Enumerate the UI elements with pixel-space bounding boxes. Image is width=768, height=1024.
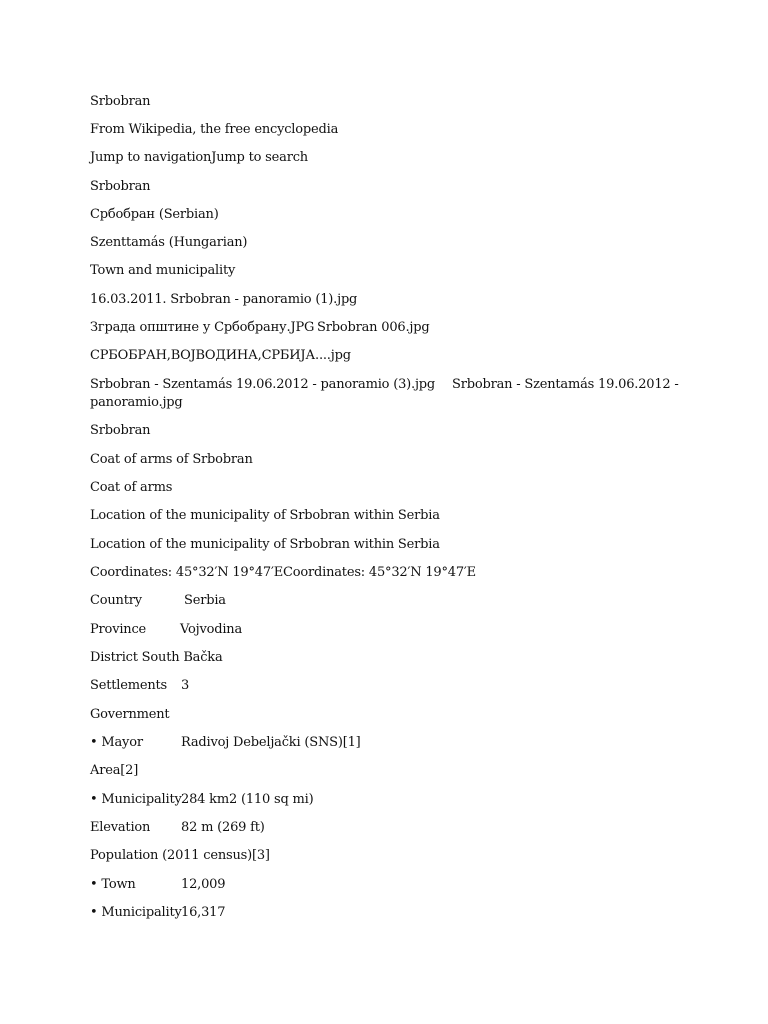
image-caption-4a[interactable]: Srbobran - Szentamás 19.06.2012 - panoramio (3).jpg — [90, 377, 436, 392]
coat-of-arms-label[interactable]: Coat of arms — [90, 480, 173, 495]
municipality-population-value: 16,317 — [181, 905, 226, 920]
image-caption-2b[interactable]: Srbobran 006.jpg — [317, 320, 430, 335]
area-municipality-value: 284 km2 (110 sq mi) — [181, 792, 314, 807]
town-population-value: 12,009 — [181, 877, 226, 892]
place-name: Srbobran — [90, 179, 151, 194]
image-caption-2a[interactable]: Зграда општине у Србобрану.JPG — [90, 320, 315, 335]
mayor-label: • Mayor — [90, 735, 143, 750]
population-label: Population (2011 census)[3] — [90, 848, 270, 863]
town-population-label: • Town — [90, 877, 136, 892]
country-label: Country — [90, 593, 142, 608]
mayor-value[interactable]: Radivoj Debeljački (SNS)[1] — [181, 735, 361, 750]
page-title: Srbobran — [90, 94, 151, 109]
location-caption-1: Location of the municipality of Srbobran within Serbia — [90, 508, 440, 523]
area-label: Area[2] — [90, 763, 139, 778]
coordinates[interactable]: Coordinates: 45°32′N 19°47′ECoordinates: 45°32′N 19°47′E — [90, 565, 476, 580]
area-municipality-label: • Municipality — [90, 792, 182, 807]
place-name-repeat: Srbobran — [90, 423, 151, 438]
settlements-value: 3 — [181, 678, 190, 693]
location-caption-2: Location of the municipality of Srbobran within Serbia — [90, 537, 440, 552]
coat-of-arms-caption: Coat of arms of Srbobran — [90, 452, 253, 467]
image-caption-4b[interactable]: Srbobran - Szentamás 19.06.2012 - — [452, 377, 679, 392]
elevation-value: 82 m (269 ft) — [181, 820, 265, 835]
government-label: Government — [90, 707, 170, 722]
jump-links[interactable]: Jump to navigationJump to search — [90, 150, 308, 165]
district-row: District South Bačka — [90, 650, 223, 665]
name-hungarian: Szenttamás (Hungarian) — [90, 235, 248, 250]
place-type: Town and municipality — [90, 263, 236, 278]
image-caption-4c[interactable]: panoramio.jpg — [90, 395, 183, 410]
image-caption-3[interactable]: СРБОБРАН,ВОЈВОДИНА,СРБИЈА....jpg — [90, 348, 351, 363]
image-caption-1[interactable]: 16.03.2011. Srbobran - panoramio (1).jpg — [90, 292, 358, 307]
name-serbian: Србобран (Serbian) — [90, 207, 219, 222]
province-value[interactable]: Vojvodina — [180, 622, 243, 637]
elevation-label: Elevation — [90, 820, 151, 835]
municipality-population-label: • Municipality — [90, 905, 182, 920]
province-label: Province — [90, 622, 147, 637]
country-value[interactable]: Serbia — [184, 593, 226, 608]
settlements-label: Settlements — [90, 678, 167, 693]
tagline: From Wikipedia, the free encyclopedia — [90, 122, 339, 137]
